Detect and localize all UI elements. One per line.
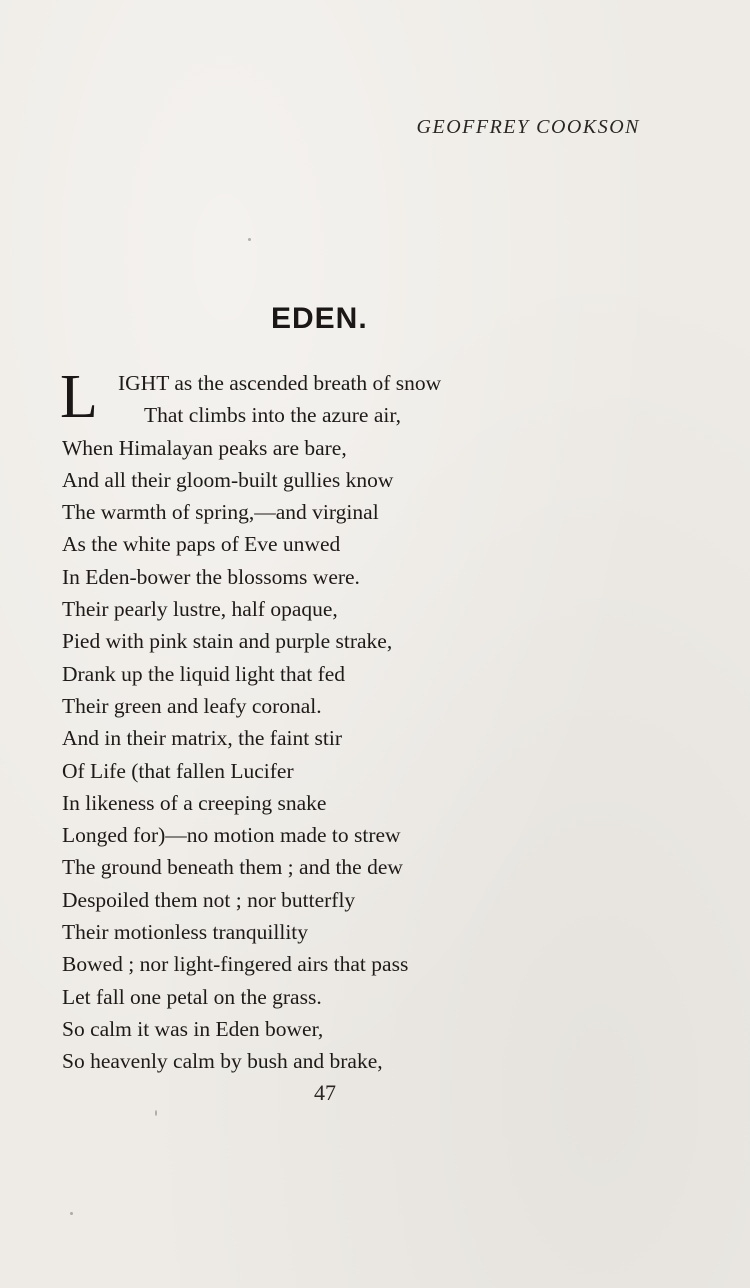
poem-line: Longed for)—no motion made to strew [62,823,401,848]
poem-line-text: IGHT as the ascended breath of snow [118,371,442,395]
poem-line: Despoiled them not ; nor butterfly [62,887,356,912]
poem-line: Pied with pink stain and purple strake, [62,629,393,654]
poem-body [60,363,532,1078]
poem-line: And all their gloom-built gullies know [62,467,394,492]
poem-line: And in their matrix, the faint stir [62,726,343,751]
paper-speck [248,238,251,241]
poem-line: Of Life (that fallen Lucifer [62,758,294,783]
poem-line: Bowed ; nor light-fingered airs that pass [62,952,409,977]
poem-line: So calm it was in Eden bower, [62,1016,324,1041]
poem-line: Their pearly lustre, half opaque, [62,597,338,622]
poem-line: When Himalayan peaks are bare, [62,435,347,460]
poem-line: Their motionless tranquillity [62,920,309,945]
poem-line: Drank up the liquid light that fed [62,661,346,686]
poem-line: Their green and leafy coronal. [62,693,322,718]
poem-line: As the white paps of Eve unwed [62,532,341,557]
page-number: 47 [314,1080,336,1105]
poem-line: That climbs into the azure air, [144,403,402,428]
drop-cap: L [60,363,98,431]
poem-line: The ground beneath them ; and the dew [62,855,403,880]
poem-line: The warmth of spring,—and virginal [62,500,379,525]
poem-title: EDEN. [271,302,368,335]
paper-speck [70,1212,73,1215]
poem-line: In Eden-bower the blossoms were. [62,564,360,589]
poem-line: So heavenly calm by bush and brake, [62,1049,383,1074]
running-head-author: GEOFFREY COOKSON [416,116,640,138]
poem-line: In likeness of a creeping snake [62,790,327,815]
paper-speck [155,1110,157,1116]
poem-line: Let fall one petal on the grass. [62,984,322,1009]
